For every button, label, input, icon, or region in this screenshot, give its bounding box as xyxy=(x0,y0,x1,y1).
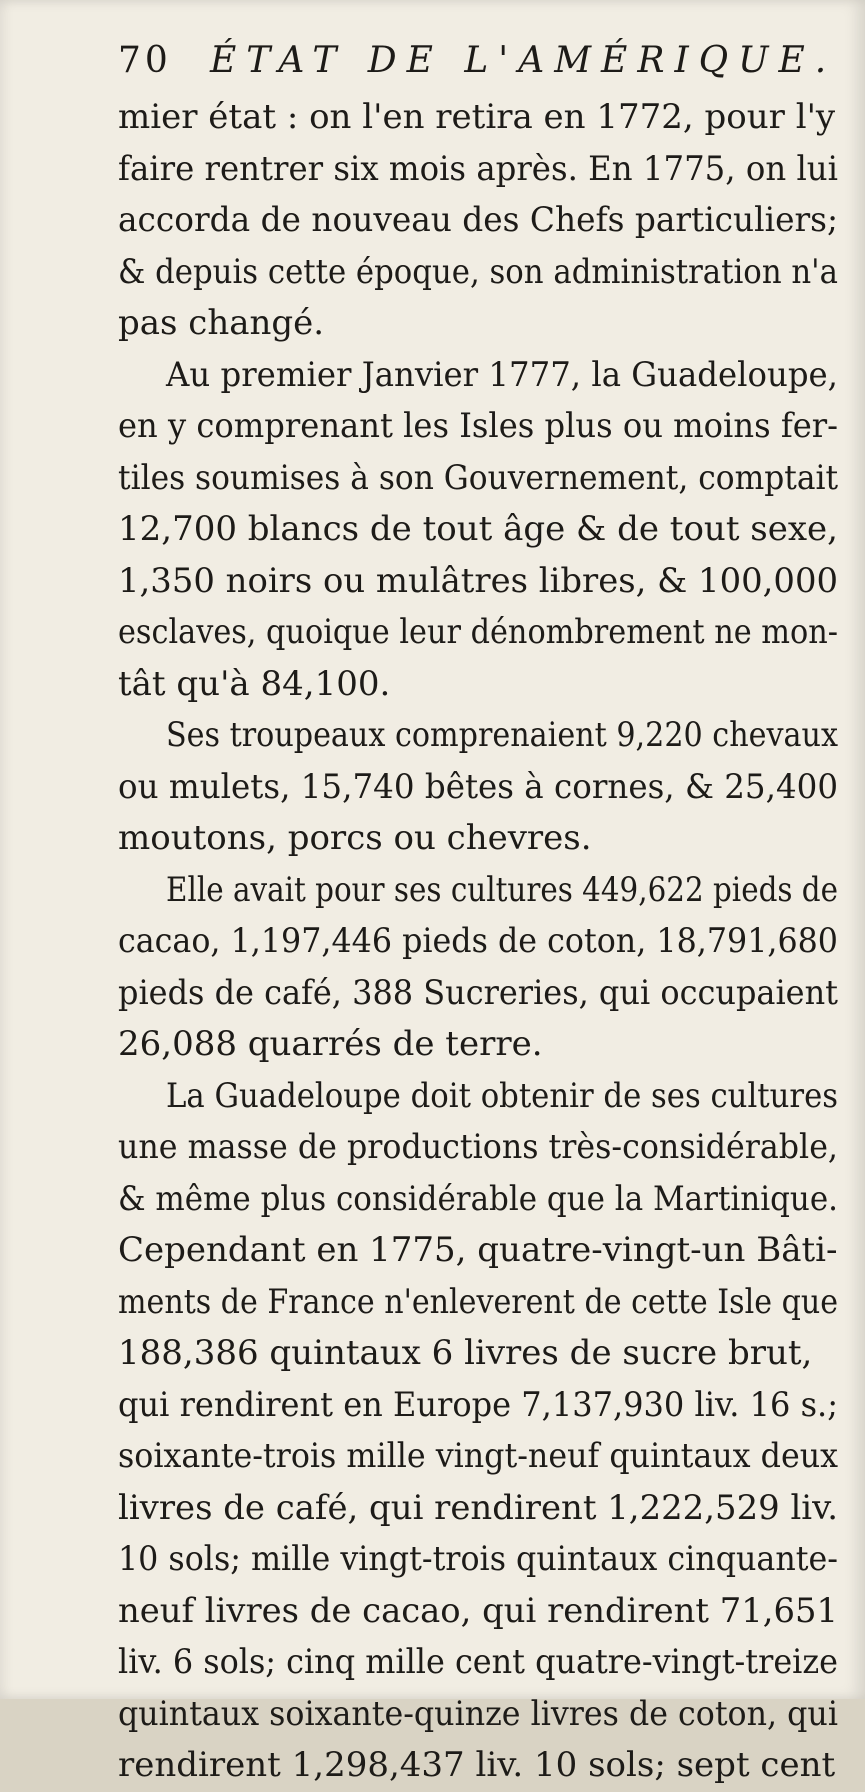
text-line xyxy=(118,1689,838,1741)
text-line-content: & même plus considérable que la Martinique. xyxy=(118,1178,839,1219)
text-line xyxy=(118,1431,838,1483)
text-line xyxy=(118,762,838,814)
text-line xyxy=(118,1328,838,1380)
text-line xyxy=(118,1740,838,1792)
text-line-content: mier état : on l'en retira en 1772, pour l'y xyxy=(118,97,836,137)
running-title: ÉTAT DE L'AMÉRIQUE. xyxy=(210,40,837,81)
text-line xyxy=(118,1534,838,1586)
text-line-content: moutons, porcs ou chevres. xyxy=(118,818,592,858)
text-line xyxy=(118,298,838,350)
text-line xyxy=(118,504,838,556)
text-line xyxy=(118,1277,838,1329)
text-line xyxy=(118,1225,838,1277)
text-line-content: cacao, 1,197,446 pieds de coton, 18,791,680 xyxy=(118,921,838,961)
text-line xyxy=(118,1122,838,1174)
text-line-content: ou mulets, 15,740 bêtes à cornes, & 25,400 xyxy=(118,766,839,807)
text-line-content: 1,350 noirs ou mulâtres libres, & 100,000 xyxy=(118,560,839,601)
text-line xyxy=(118,453,838,505)
text-line-content: 26,088 quarrés de terre. xyxy=(118,1024,543,1064)
text-line xyxy=(118,659,838,711)
text-line-content: Elle avait pour ses cultures 449,622 pieds de xyxy=(166,869,838,910)
text-line-content: Ses troupeaux comprenaient 9,220 chevaux xyxy=(166,715,838,755)
text-line-content: Au premier Janvier 1777, la Guadeloupe, xyxy=(166,354,838,395)
text-line xyxy=(118,1071,838,1123)
text-line-content: tiles soumises à son Gouvernement, comptait xyxy=(118,457,839,498)
text-line-content: Cependant en 1775, quatre-vingt-un Bâti- xyxy=(118,1230,838,1270)
text-line-content: 10 sols; mille vingt-trois quintaux cinquante- xyxy=(118,1539,839,1579)
text-line-content: neuf livres de cacao, qui rendirent 71,651 xyxy=(118,1590,838,1631)
text-line-content: esclaves, quoique leur dénombrement ne mon- xyxy=(118,612,838,652)
text-line xyxy=(118,916,838,968)
text-line xyxy=(118,1380,838,1432)
text-line xyxy=(118,968,838,1020)
text-line xyxy=(118,195,838,247)
text-line-content: La Guadeloupe doit obtenir de ses cultures xyxy=(166,1075,839,1116)
text-line-content: quintaux soixante-quinze livres de coton, qui xyxy=(118,1693,838,1734)
text-line-content: 188,386 quintaux 6 livres de sucre brut, xyxy=(118,1333,813,1373)
text-line-content: tât qu'à 84,100. xyxy=(118,663,391,704)
text-line xyxy=(118,1483,838,1535)
text-line xyxy=(118,1637,838,1689)
text-line xyxy=(118,247,838,299)
text-line-content: faire rentrer six mois après. En 1775, on lui xyxy=(118,148,839,189)
page-number: 70 xyxy=(118,40,172,81)
text-line xyxy=(118,710,838,762)
text-line xyxy=(118,1586,838,1638)
text-line xyxy=(118,865,838,917)
text-line xyxy=(118,1019,838,1071)
text-line xyxy=(118,1174,838,1226)
text-line xyxy=(118,813,838,865)
text-line xyxy=(118,556,838,608)
page-header xyxy=(118,40,838,100)
text-line xyxy=(118,607,838,659)
text-line-content: qui rendirent en Europe 7,137,930 liv. 16 s.; xyxy=(118,1384,839,1425)
text-line-content: & depuis cette époque, son administration n'a xyxy=(118,251,838,292)
text-line xyxy=(118,144,838,196)
text-line-content: rendirent 1,298,437 liv. 10 sols; sept cent xyxy=(118,1745,836,1785)
text-line xyxy=(118,92,838,144)
text-line-content: accorda de nouveau des Chefs particuliers; xyxy=(118,200,839,240)
text-line xyxy=(118,350,838,402)
text-line-content: ments de France n'enleverent de cette Isle que xyxy=(118,1281,839,1322)
text-line-content: pieds de café, 388 Sucreries, qui occupaient xyxy=(118,972,839,1013)
body-text xyxy=(118,92,838,1792)
text-line-content: une masse de productions très-considérable, xyxy=(118,1127,839,1167)
text-line-content: liv. 6 sols; cinq mille cent quatre-vingt-treize xyxy=(118,1642,839,1682)
text-line-content: livres de café, qui rendirent 1,222,529 liv. xyxy=(118,1487,839,1528)
text-line-content: en y comprenant les Isles plus ou moins fer- xyxy=(118,406,839,446)
text-line-content: pas changé. xyxy=(118,303,325,343)
text-line-content: soixante-trois mille vingt-neuf quintaux deux xyxy=(118,1436,839,1476)
text-line-content: 12,700 blancs de tout âge & de tout sexe, xyxy=(118,509,838,549)
text-line xyxy=(118,401,838,453)
